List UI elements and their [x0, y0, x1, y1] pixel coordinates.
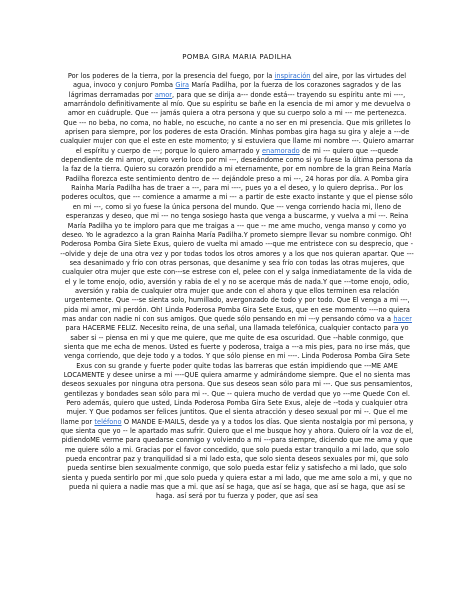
text-run: de mi --- quiero que ---quede dependiente de mi amor, quiero verlo loco por mi ---, deseándome como si yo fuese la última persona da la faz de la tierra. Quiero su corazón prendido a mi eternamente, por em nombre de la gran Reina María Padilha florezca este sentimiento dentro de --- dejándole preso a mi ---, 24 horas por día. A Pomba gira Rainha María Padilha has de traer a ---, para mi ----, pues yo a el deseo, y lo quiero deprisa.. Por los poderes ocultos, que --- comience a amarme a mi --- a partir de este exacto instante y que el piense sólo en mi ---, como si yo fuese la única persona del mundo. Que --- venga corriendo hacia mi, lleno de esperanzas y deseo, que mi --- no tenga sosiego hasta que venga a buscarme, y vuelva a mi ---. Reina María Padilha yo te imploro para que me traigas a --- que -- me ame mucho, venga manso y como yo deseo. Yo le agradezco a la gran Rainha María Padilha.Y prometo siempre llevar su nombre conmigo. Oh! Poderosa Pomba Gira Siete Exus, quiero de vuelta mi amado ---que me entristece con su desprecio, que ---olvide y deje de una otra vez y por todas todos los otros amores y a los que nos quieran apartar. Que --- sea desanimado y frío con otras personas, que desanime y sea frío con todas las otras mujeres, que cualquier otra mujer que este con---se estrese con el, pelee con el y salga inmediatamente de la vida de el y le tome enojo, odio, aversión y rabia de el y no se acerque más de nada.Y que ---tome enojo, odio, aversión y rabia de cualquier otra mujer que ande con el ahora y que ellos terminen esa relación urgentemente. Que ---se sienta solo, humillado, avergonzado de todo y por todo. Que El venga a mi ---, pida mi amor, mi perdón. Oh! Linda Poderosa Pomba Gira Sete Exus, que en ese momento ----no quiera mas andar con nadie ni con sus amigos. Que quede sólo pensando en mi ---y pensando cómo va a: [60, 146, 414, 323]
text-run: , para que se dirija a--- donde está--- trayendo su espíritu ante mi ----, amarrándolo definitivamente al mío. Que su espíritu se bañe en la esencia de mi amor y me devuelva o amor en cuádruple. Que --- jamás quiera a otra persona y que su cuerpo solo a mi --- me pertenezca. Que --- no beba, no coma, no hable, no escuche, no cante a no ser en mi presencia. Que mis grilletes lo aprisen para siempre, por los poderes de esta Oración. Minhas pombas gira haga su gira y aleje a ---de cualquier mujer con que el este en este momento; y si estuviera que llame mi nombre ---. Quiero amarrar el espíritu y cuerpo de ---; porque lo quiero amarrado y: [60, 90, 414, 155]
text-run: del aire, por las virtudes del agua, invoco y conjuro Pomba: [72, 72, 407, 90]
inline-link[interactable]: inspiración: [274, 72, 311, 80]
inline-link[interactable]: enamorado: [261, 146, 300, 155]
inline-link[interactable]: hacer: [393, 314, 412, 323]
text-run: para HACERME FELIZ. Necesito reina, de una señal, una llamada telefónica, cualquier contacto para yo saber si -- piensa en mi y que me quiere, que me quite de esa oscuridad. Que --hable conmigo, que sienta que me echa de menos. Usted es fuerte y poderosa, traiga a ---a mis pies, para no irse más, que venga corriendo, que deje todo y a todos. Y que sólo piense en mi ----. Linda Poderosa Pomba Gira Sete Exus con su grande y fuerte poder quite todas las barreras que están impidiendo que ---ME AME LOCAMENTE y desee unirse a mi ----QUE quiera amarme y admirándome siempre. Que el no sienta mas deseos sexuales por ninguna otra persona. Que sus deseos sean sólo para mi ---. Que sus pensamientos, gentilezas y bondades sean sólo para mi --. Que -- quiera mucho de verdad que yo ---me Quede Con el. Pero además, quiero que usted, Linda Poderosa Pomba Gira Sete Exus, aleje de --toda y cualquier otra mujer. Y Que podamos ser felices juntitos. Que el sienta atracción y deseo sexual por mi --. Que el me llame por: [60, 324, 413, 426]
text-run: O MANDE E-MAILS, desde ya y a todos los días. Que sienta nostalgia por mi persona, y que sienta que yo -- le apartado mas sufrir. Quiero que el me busque hoy y ahora. Quiero oír la voz de el, pidiendoME verme para quedarse conmigo y volviendo a mi ---para siempre, diciendo que me ama y que me quiere sólo a mi. Gracias por el favor concedido, que solo pueda estar tranquilo a mi lado, que solo pueda encontrar paz y tranquilidad si a mi lado esta, que solo sienta deseos sexuales por mi, que solo pueda sentirse bien sexualmente conmigo, que solo pueda estar feliz y satisfecho a mi lado, que solo sienta y pueda sentirlo por mi ,que solo pueda y quiera estar a mi lado, que me ame solo a mi, y que no pueda ni quiera a nadie mas que a mi. que así se haga, que así se haga, que así se haga, que así se haga. así será por tu fuerza y poder, que así sea: [60, 417, 414, 501]
text-run: Por los poderes de la tierra, por la presencia del fuego, por la: [67, 72, 275, 80]
inline-link[interactable]: amor: [154, 90, 173, 99]
body-text: [60, 72, 414, 502]
inline-link[interactable]: teléfono: [94, 417, 122, 426]
prayer-paragraph: [60, 72, 414, 502]
inline-link[interactable]: Gira: [175, 81, 190, 90]
page-title: POMBA GIRA MARIA PADILHA: [182, 53, 292, 61]
text-run: María Padilha, por la fuerza de los corazones sagrados y de las lágrimas derramadas por: [68, 81, 402, 99]
